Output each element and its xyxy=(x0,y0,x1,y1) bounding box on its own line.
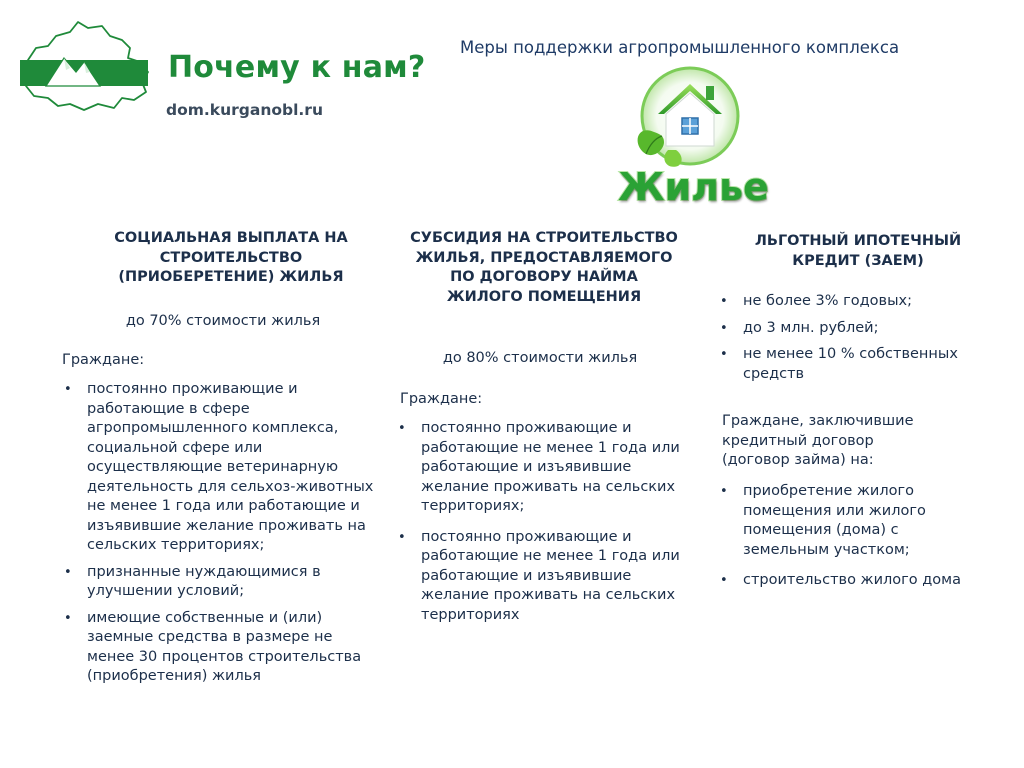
subtitle: Меры поддержки агропромышленного комплекса xyxy=(460,38,900,57)
website-link[interactable]: dom.kurganobl.ru xyxy=(166,101,323,119)
house-icon xyxy=(624,62,748,174)
list-item: • до 3 млн. рублей; xyxy=(718,319,980,339)
headline: Почему к нам? xyxy=(168,50,426,85)
column-lead: Граждане, заключившие кредитный договор (договор займа) на: xyxy=(722,413,914,468)
column-summary: до 80% стоимости жилья xyxy=(442,350,638,366)
list-item: • строительство жилого дома xyxy=(718,571,980,591)
terms-list xyxy=(718,292,980,384)
region-map-logo xyxy=(18,18,153,113)
criteria-list xyxy=(396,419,686,625)
list-item: • постоянно проживающие и работающие в сфере агропромышленного комплекса, социальной сфере или осуществляющие ветеринарную деятельность для сельхоз-животных не менее 1 года или работающие и изъявившие желание проживать на сельских территориях; xyxy=(62,380,384,556)
section-title: Жилье xyxy=(618,165,769,209)
list-item: • постоянно проживающие и работающие не менее 1 года или работающие и изъявившие желание проживать на сельских территориях xyxy=(396,528,686,626)
column-summary: до 70% стоимости жилья xyxy=(125,313,321,329)
list-item: • приобретение жилого помещения или жилого помещения (дома) с земельным участком; xyxy=(718,482,980,560)
column-title: СОЦИАЛЬНАЯ ВЫПЛАТА НА СТРОИТЕЛЬСТВО (ПРИОБЕРЕТЕНИЕ) ЖИЛЬЯ xyxy=(114,230,348,285)
criteria-list xyxy=(62,380,384,687)
list-item: • признанные нуждающимися в улучшении условий; xyxy=(62,563,384,602)
list-item: • постоянно проживающие и работающие не менее 1 года или работающие и изъявившие желание проживать на сельских территориях; xyxy=(396,419,686,517)
list-item: • не менее 10 % собственных средств xyxy=(718,345,980,384)
list-item: • не более 3% годовых; xyxy=(718,292,980,312)
list-item: • имеющие собственные и (или) заемные средства в размере не менее 30 процентов строительства (приобретения) жилья xyxy=(62,609,384,687)
criteria-list xyxy=(718,482,980,591)
column-lead: Граждане: xyxy=(400,391,483,407)
column-lead: Граждане: xyxy=(62,352,145,368)
column-title: ЛЬГОТНЫЙ ИПОТЕЧНЫЙ КРЕДИТ (ЗАЕМ) xyxy=(754,233,962,269)
column-title: СУБСИДИЯ НА СТРОИТЕЛЬСТВО ЖИЛЬЯ, ПРЕДОСТАВЛЯЕМОГО ПО ДОГОВОРУ НАЙМА ЖИЛОГО ПОМЕЩЕНИЯ xyxy=(410,230,678,305)
